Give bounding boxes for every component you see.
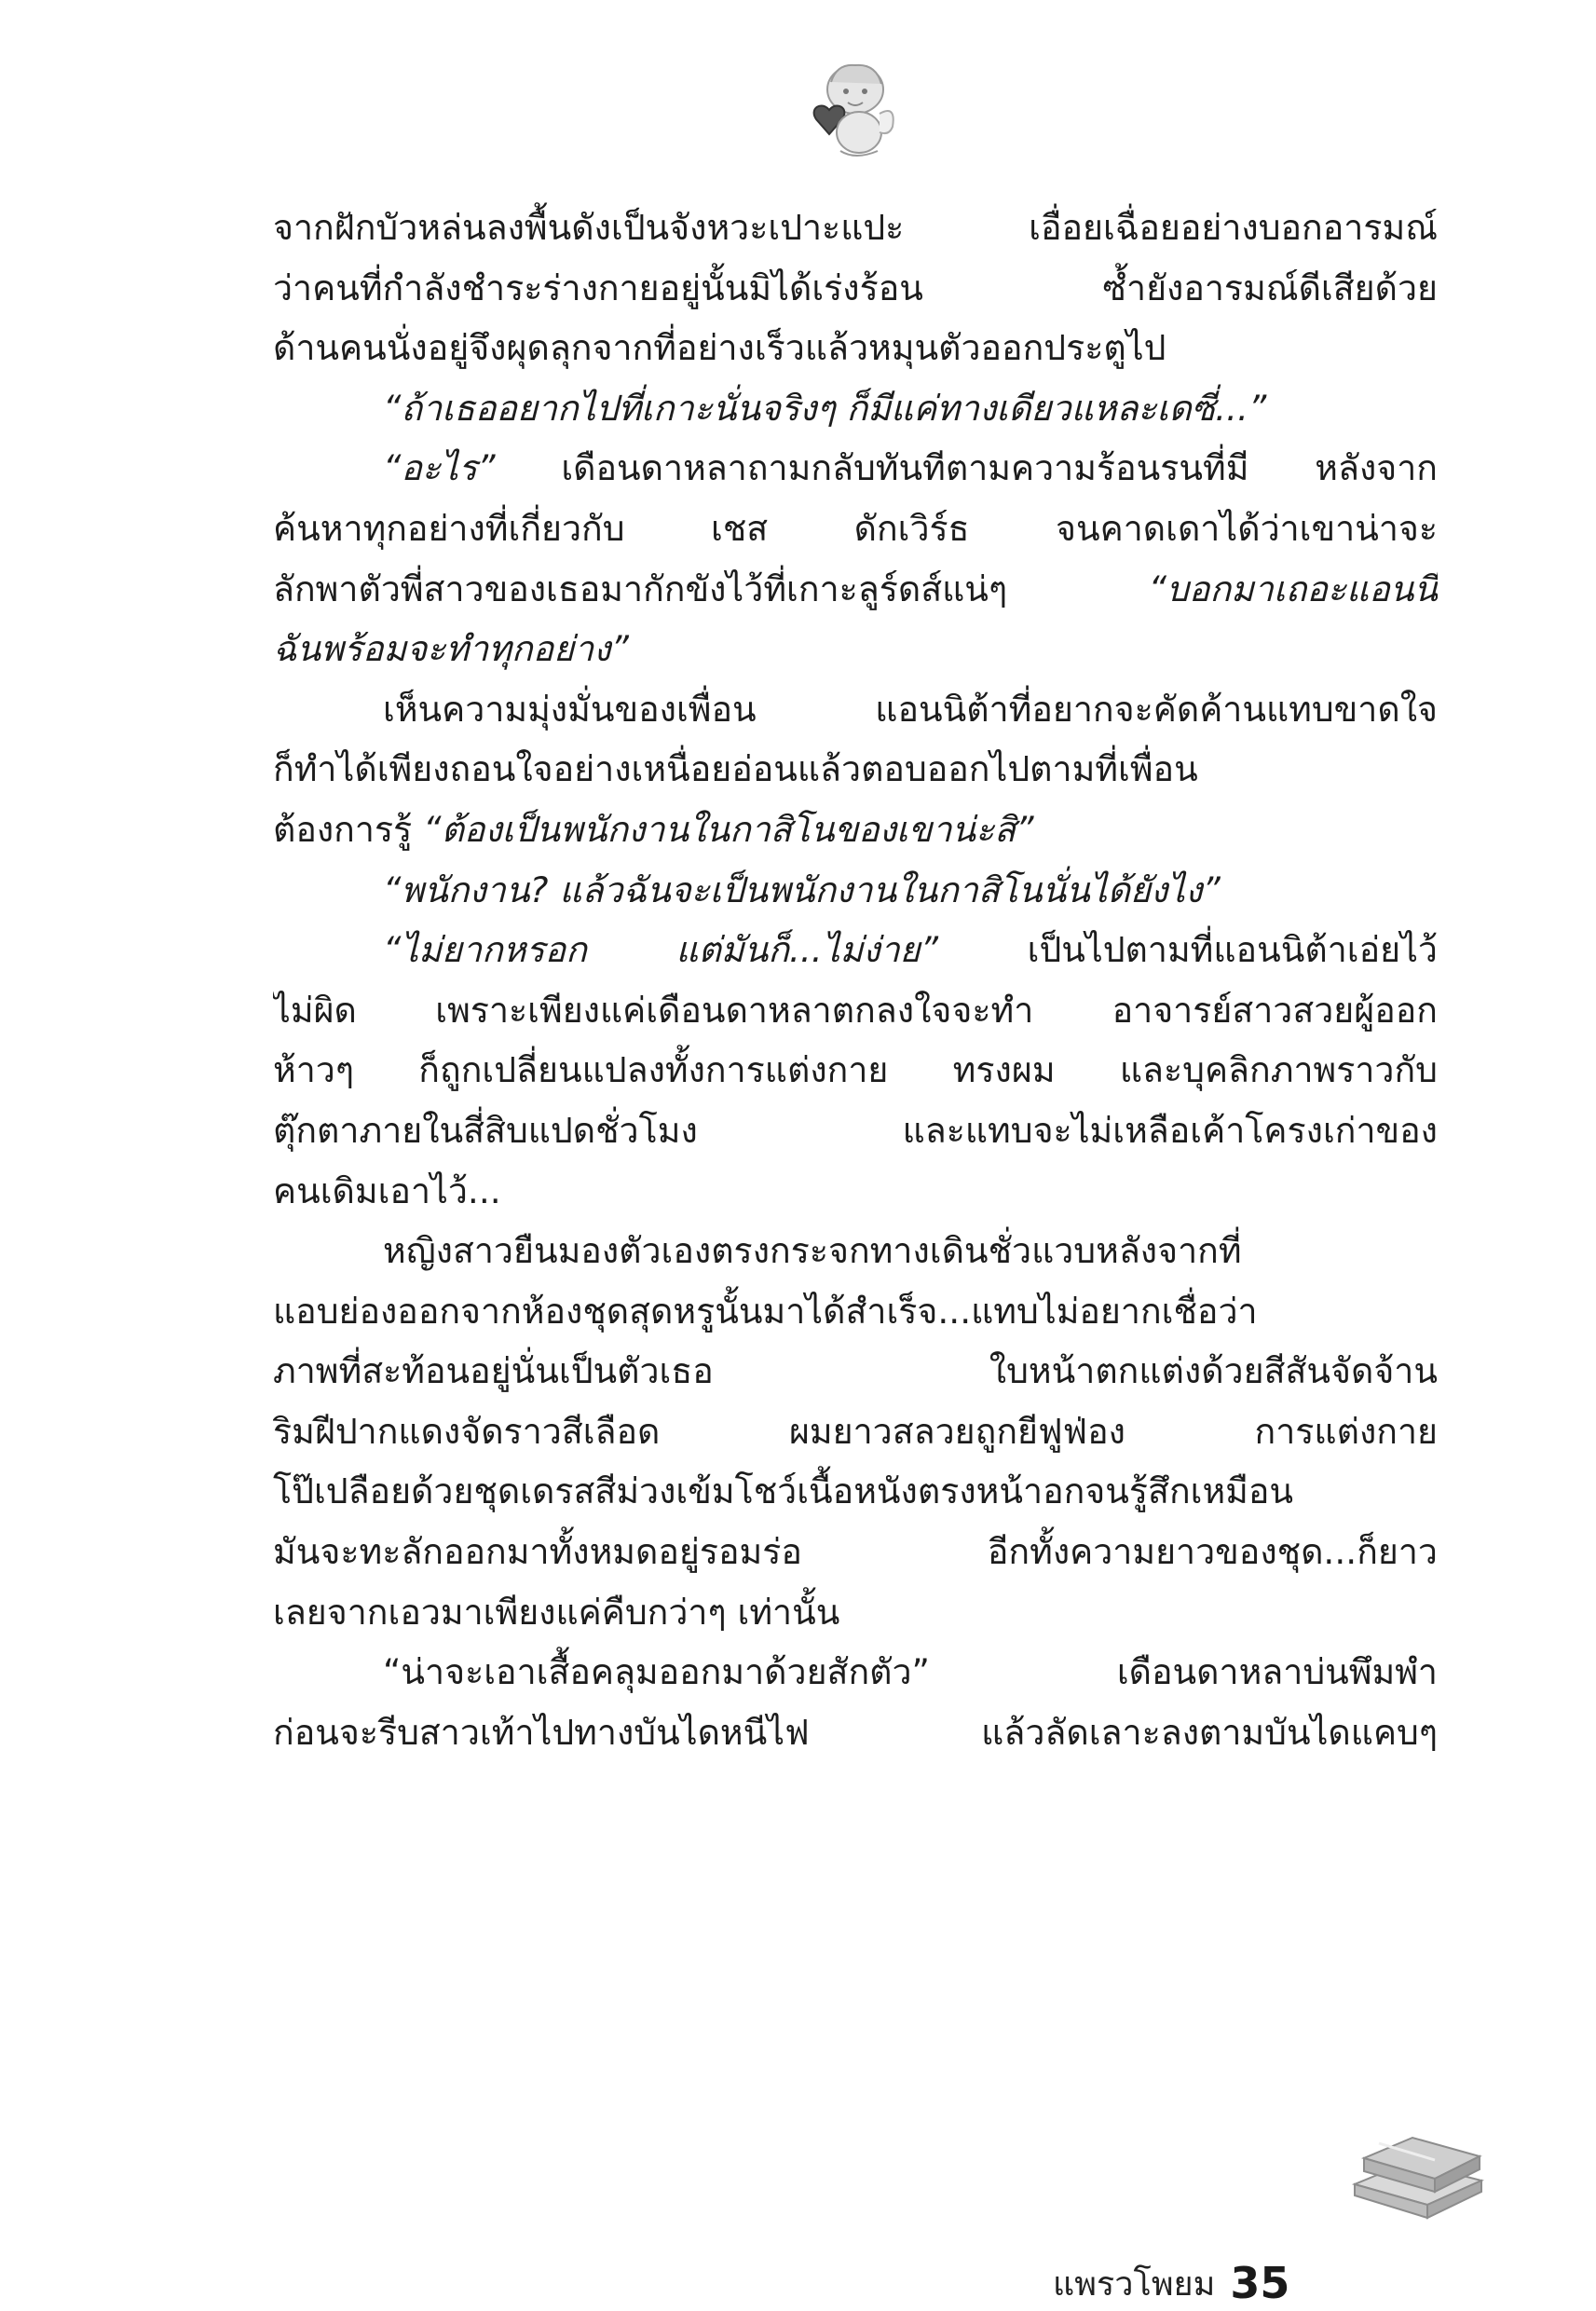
text-line — [273, 1642, 1438, 1702]
narration-text: เป็นไปตามที่แอนนิต้าเอ่ยไว้ — [938, 929, 1438, 971]
text-line — [273, 679, 1438, 740]
narration-text: หญิงสาวยืนมองตัวเองตรงกระจกทางเดินชั่วแวบหลังจากที่ — [383, 1230, 1242, 1272]
page-footer — [1053, 2255, 1289, 2311]
dialogue-text: “ไม่ยากหรอก แต่มันก็...ไม่ง่าย” — [383, 929, 939, 971]
narration-text: เดือนดาหลาถามกลับทันทีตามความร้อนรนที่มี หลังจาก — [495, 447, 1438, 489]
text-line — [273, 1461, 1438, 1522]
narration-text: เห็นความมุ่งมั่นของเพื่อน แอนนิต้าที่อยากจะคัดค้านแทบขาดใจ — [383, 688, 1438, 730]
cupid-with-heart-icon — [799, 54, 902, 166]
text-line — [273, 980, 1438, 1041]
text-line — [273, 1402, 1438, 1462]
text-line — [273, 1040, 1438, 1101]
text-line — [273, 1281, 1438, 1342]
narration-text: ริมฝีปากแดงจัดราวสีเลือด ผมยาวสลวยถูกยีฟูฟ่อง การแต่งกาย — [273, 1410, 1438, 1452]
text-line — [273, 1221, 1438, 1281]
text-line — [273, 1702, 1438, 1763]
narration-text: ลักพาตัวพี่สาวของเธอมากักขังไว้ที่เกาะลูร์ดส์แน่ๆ — [273, 567, 1149, 609]
text-line — [273, 739, 1438, 800]
text-line — [273, 1582, 1438, 1643]
text-line — [273, 438, 1438, 499]
narration-text: ห้าวๆ ก็ถูกเปลี่ยนแปลงทั้งการแต่งกาย ทรงผม และบุคลิกภาพราวกับ — [273, 1049, 1438, 1091]
dialogue-text: “พนักงาน? แล้วฉันจะเป็นพนักงานในกาสิโนนั่นได้ยังไง” — [383, 868, 1221, 910]
narration-text: ต้องการรู้ — [273, 808, 424, 850]
dialogue-text: ฉันพร้อมจะทำทุกอย่าง” — [273, 628, 629, 670]
narration-text: “น่าจะเอาเสื้อคลุมออกมาด้วยสักตัว” เดือนดาหลาบ่นพึมพำ — [383, 1651, 1438, 1693]
text-line — [273, 258, 1438, 319]
narration-text: ไม่ผิด เพราะเพียงแค่เดือนดาหลาตกลงใจจะทำ อาจารย์สาวสวยผู้ออก — [273, 989, 1438, 1031]
text-line — [273, 1101, 1438, 1161]
narration-text: ด้านคนนั่งอยู่จึงผุดลุกจากที่อย่างเร็วแล้วหมุนตัวออกประตูไป — [273, 327, 1166, 369]
narration-text: ภาพที่สะท้อนอยู่นั่นเป็นตัวเธอ ใบหน้าตกแต่งด้วยสีสันจัดจ้าน — [273, 1350, 1438, 1392]
narration-text: เลยจากเอวมาเพียงแค่คืบกว่าๆ เท่านั้น — [273, 1591, 840, 1633]
book-title: แพรวโพยม — [1053, 2264, 1216, 2304]
narration-text: โป๊เปลือยด้วยชุดเดรสสีม่วงเข้มโชว์เนื้อหนังตรงหน้าอกจนรู้สึกเหมือน — [273, 1470, 1294, 1512]
dialogue-text: “ถ้าเธออยากไปที่เกาะนั่นจริงๆ ก็มีแค่ทางเดียวแหละเดซี่...” — [383, 387, 1267, 429]
narration-text: แอบย่องออกจากห้องชุดสุดหรูนั้นมาได้สำเร็จ...แทบไม่อยากเชื่อว่า — [273, 1290, 1258, 1332]
narration-text: คนเดิมเอาไว้... — [273, 1169, 501, 1211]
narration-text: ว่าคนที่กำลังชำระร่างกายอยู่นั้นมิได้เร่งร้อน ซ้ำยังอารมณ์ดีเสียด้วย — [273, 267, 1438, 308]
narration-text: ตุ๊กตาภายในสี่สิบแปดชั่วโมง และแทบจะไม่เหลือเค้าโครงเก่าของ — [273, 1109, 1438, 1151]
text-line — [273, 198, 1438, 258]
story-text — [273, 198, 1438, 1762]
stacked-books-icon — [1342, 2115, 1491, 2227]
text-line — [273, 318, 1438, 378]
narration-text: ก่อนจะรีบสาวเท้าไปทางบันไดหนีไฟ แล้วลัดเลาะลงตามบันไดแคบๆ — [273, 1711, 1438, 1753]
dialogue-text: “ต้องเป็นพนักงานในกาสิโนของเขาน่ะสิ” — [423, 808, 1034, 850]
text-line — [273, 1341, 1438, 1402]
text-line — [273, 499, 1438, 559]
text-line — [273, 559, 1438, 620]
text-line — [273, 860, 1438, 921]
text-line — [273, 800, 1438, 860]
page-number: 35 — [1230, 2258, 1290, 2308]
dialogue-text: “อะไร” — [383, 447, 496, 489]
narration-text: ก็ทำได้เพียงถอนใจอย่างเหนื่อยอ่อนแล้วตอบออกไปตามที่เพื่อน — [273, 748, 1198, 790]
text-line — [273, 1161, 1438, 1222]
text-line — [273, 378, 1438, 439]
text-line — [273, 1522, 1438, 1582]
narration-text: จากฝักบัวหล่นลงพื้นดังเป็นจังหวะเปาะแปะ เอื่อยเฉื่อยอย่างบอกอารมณ์ — [273, 207, 1438, 248]
text-line — [273, 920, 1438, 980]
narration-text: มันจะทะลักออกมาทั้งหมดอยู่รอมร่อ อีกทั้งความยาวของชุด...ก็ยาว — [273, 1531, 1438, 1573]
narration-text: ค้นหาทุกอย่างที่เกี่ยวกับ เชส ดักเวิร์ธ จนคาดเดาได้ว่าเขาน่าจะ — [273, 507, 1438, 549]
text-line — [273, 619, 1438, 679]
dialogue-text: “บอกมาเถอะแอนนี่ — [1148, 567, 1438, 609]
